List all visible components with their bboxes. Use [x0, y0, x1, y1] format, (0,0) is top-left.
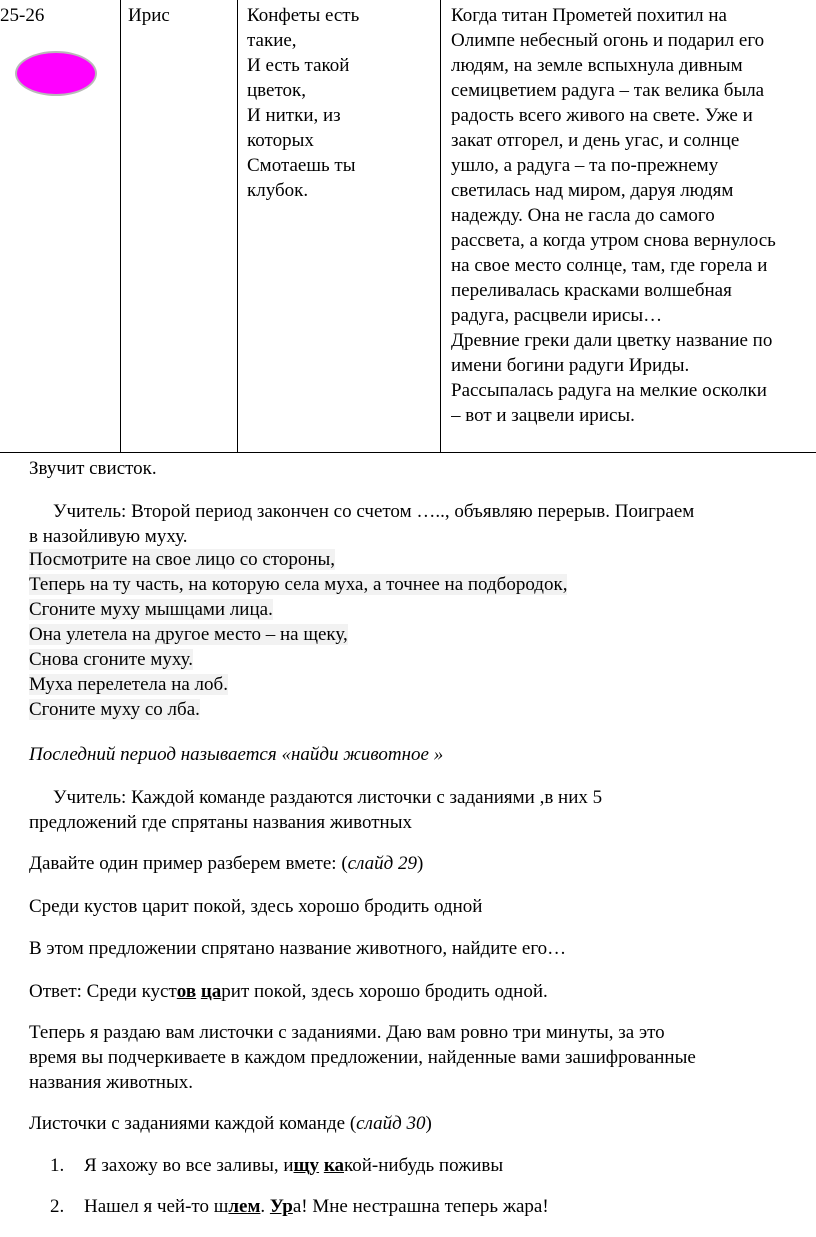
list-item: [84, 1153, 503, 1178]
legend-line: на свое место солнце, там, где горела и: [451, 255, 768, 276]
hidden-word-part: ца: [200, 981, 222, 1002]
item-text: а! Мне нестрашна теперь жара!: [292, 1196, 549, 1217]
riddle-line: клубок.: [247, 180, 309, 201]
fly-instruction-line: [29, 547, 335, 572]
legend-line: семицветием радуга – так велика была: [451, 80, 765, 101]
riddle-line: Смотаешь ты: [247, 155, 356, 176]
legend-line: переливалась красками волшебная: [451, 280, 732, 301]
handout-text-line: названия животных.: [29, 1072, 193, 1093]
table-cell-flower: Ирис: [128, 5, 170, 26]
legend-line: радость всего живого на свете. Уже и: [451, 105, 753, 126]
fly-instruction-line: [29, 647, 193, 672]
list-item: [84, 1194, 549, 1219]
sheets-intro-text: Листочки с заданиями каждой команде (: [29, 1113, 357, 1134]
riddle-line: такие,: [247, 30, 297, 51]
legend-line: рассвета, а когда утром снова вернулось: [451, 230, 776, 251]
teacher-text-line: Учитель: Каждой команде раздаются листочки с заданиями ,в них 5: [53, 787, 603, 808]
answer-text: рит покой, здесь хорошо бродить одной.: [221, 981, 548, 1002]
whistle-line: Звучит свисток.: [29, 458, 157, 479]
example-sentence: Среди кустов царит покой, здесь хорошо бродить одной: [29, 896, 483, 917]
table-cell-riddle: [247, 3, 359, 203]
fly-instruction-line: [29, 597, 273, 622]
fly-instruction-line: [29, 622, 348, 647]
fly-instruction-line: [29, 672, 228, 697]
table-column-divider: [237, 0, 238, 453]
legend-line: Когда титан Прометей похитил на: [451, 5, 727, 26]
table-column-divider: [440, 0, 441, 453]
table-cell-number: 25-26: [0, 5, 45, 26]
hidden-word-part: Ур: [269, 1196, 293, 1217]
fly-instruction-line-text: Муха перелетела на лоб.: [29, 674, 228, 695]
fly-instruction-line: [29, 697, 200, 722]
fly-instruction-line: [29, 572, 567, 597]
legend-line: имени богини радуги Ириды.: [451, 355, 690, 376]
item-text: Нашел я чей-то ш: [84, 1196, 229, 1217]
fly-instruction-line-text: Посмотрите на свое лицо со стороны,: [29, 549, 336, 570]
legend-line: Олимпе небесный огонь и подарил его: [451, 30, 765, 51]
close-paren: ): [416, 853, 424, 874]
hidden-word-part: ка: [323, 1155, 344, 1176]
legend-line: надежду. Она не гасла до самого: [451, 205, 715, 226]
legend-line: – вот и зацвели ирисы.: [451, 405, 635, 426]
slide-reference: слайд 30: [356, 1113, 426, 1134]
fly-instruction-line-text: Теперь на ту часть, на которую села муха, а точнее на подбородок,: [29, 574, 568, 595]
example-intro-text: Давайте один пример разберем вмете: (: [29, 853, 348, 874]
legend-line: Древние греки дали цветку название по: [451, 330, 773, 351]
close-paren: ): [425, 1113, 432, 1134]
list-item-number: 2.: [50, 1196, 65, 1217]
teacher-text-line: предложений где спрятаны названия животных: [29, 812, 412, 833]
table-bottom-border: [0, 452, 816, 453]
hidden-word-part: щу: [293, 1155, 320, 1176]
fly-instruction-line-text: Снова сгоните муху.: [29, 649, 193, 670]
item-text: Я захожу во все заливы, и: [84, 1155, 294, 1176]
handout-text-line: время вы подчеркиваете в каждом предложении, найденные вами зашифрованные: [29, 1047, 696, 1068]
handout-text-line: Теперь я раздаю вам листочки с заданиями. Даю вам ровно три минуты, за это: [29, 1022, 665, 1043]
flower-table: [0, 0, 816, 453]
riddle-line: Конфеты есть: [247, 5, 360, 26]
list-item-number: 1.: [50, 1155, 65, 1176]
legend-line: светилась над миром, даруя людям: [451, 180, 734, 201]
fly-instruction-line-text: Сгоните муху мышцами лица.: [29, 599, 273, 620]
table-cell-legend: [451, 3, 816, 428]
answer-line: [29, 979, 548, 1004]
teacher-text-line: в назойливую муху.: [29, 526, 188, 547]
find-prompt: В этом предложении спрятано название животного, найдите его…: [29, 938, 567, 959]
item-text: кой-нибудь поживы: [343, 1155, 504, 1176]
legend-line: Рассыпалась радуга на мелкие осколки: [451, 380, 767, 401]
table-column-divider: [120, 0, 121, 453]
riddle-line: цветок,: [247, 80, 306, 101]
legend-line: людям, на земле вспыхнула дивным: [451, 55, 743, 76]
riddle-line: И есть такой: [247, 55, 350, 76]
legend-line: радуга, расцвели ирисы…: [451, 305, 663, 326]
example-intro-line: [29, 851, 423, 876]
legend-line: ушло, а радуга – та по-прежнему: [451, 155, 719, 176]
magenta-ellipse-shape: [15, 51, 97, 96]
hidden-word-part: ов: [176, 981, 197, 1002]
item-text: .: [260, 1196, 270, 1217]
riddle-line: И нитки, из: [247, 105, 341, 126]
sheets-intro-line: [29, 1111, 432, 1136]
last-period-heading: Последний период называется «найди животное »: [29, 744, 444, 765]
legend-line: закат отгорел, и день угас, и солнце: [451, 130, 740, 151]
fly-instruction-line-text: Она улетела на другое место – на щеку,: [29, 624, 348, 645]
teacher-text-line: Учитель: Второй период закончен со счетом ….., объявляю перерыв. Поиграем: [53, 501, 695, 522]
riddle-line: которых: [247, 130, 314, 151]
slide-reference: слайд 29: [347, 853, 417, 874]
hidden-word-part: лем: [228, 1196, 261, 1217]
answer-text: Ответ: Среди куст: [29, 981, 177, 1002]
fly-instruction-line-text: Сгоните муху со лба.: [29, 699, 200, 720]
